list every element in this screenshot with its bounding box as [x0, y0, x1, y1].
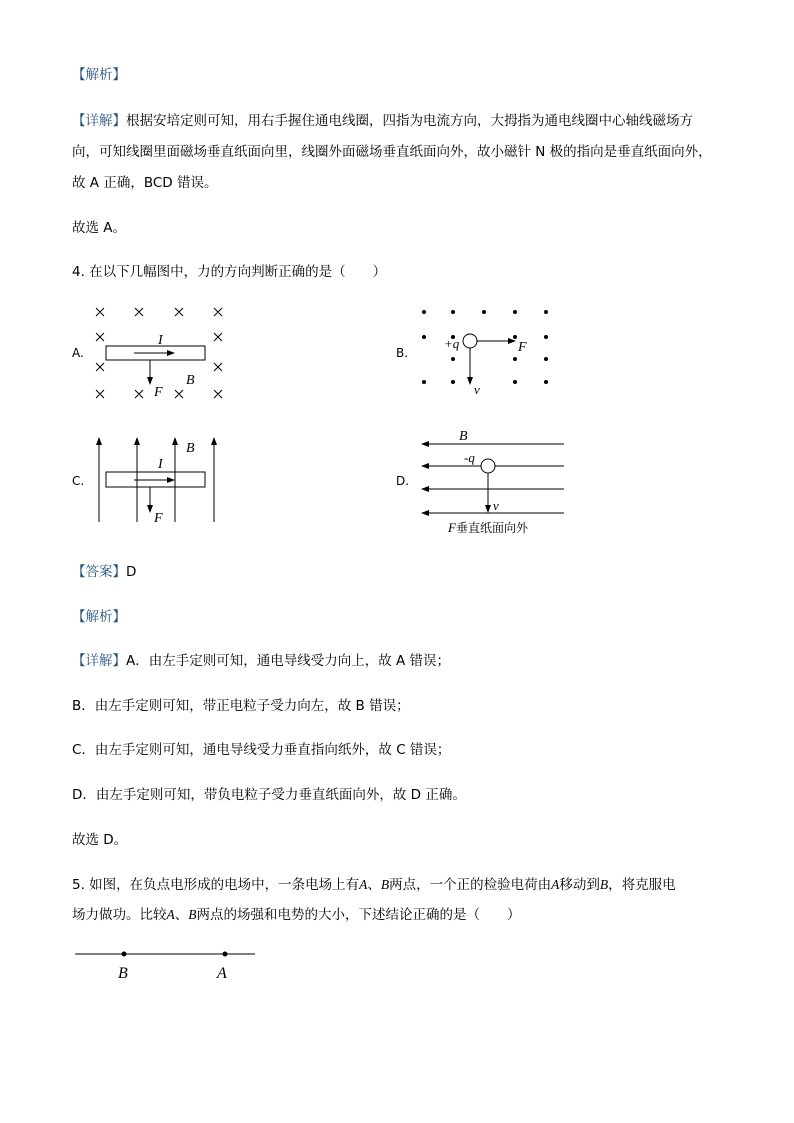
choice-line: 故选 A。	[72, 220, 127, 236]
q5-var-b: B	[380, 877, 390, 892]
force-caption-f: F	[448, 520, 456, 535]
q4-choice: 故选 D。	[72, 832, 128, 848]
force-label: F	[518, 340, 527, 355]
current-label: I	[158, 457, 163, 472]
charge-label: +q	[444, 336, 460, 351]
option-c-label: C.	[72, 474, 85, 488]
point-b-label: B	[118, 965, 128, 982]
option-b-label: B.	[396, 346, 409, 360]
q5-line-1	[72, 869, 722, 901]
field-label: B	[186, 441, 195, 456]
figure-b	[414, 300, 564, 400]
velocity-label: v	[474, 382, 480, 397]
force-label: F	[154, 385, 163, 400]
point-a-dot	[223, 952, 228, 957]
q5-var-b: B	[188, 907, 197, 922]
q5-var-a: A	[166, 907, 175, 922]
field-label: B	[186, 373, 195, 388]
detail-b: B．由左手定则可知，带正电粒子受力向左，故 B 错误；	[72, 698, 410, 714]
figure-d	[414, 424, 574, 540]
detail-a-line	[72, 646, 722, 677]
charge-label: -q	[464, 450, 475, 465]
answer-value: D	[126, 564, 137, 580]
q5-text: 、	[174, 907, 189, 923]
q5-text: 两点，一个正的检验电荷由	[389, 877, 552, 893]
charge-circle	[481, 459, 495, 473]
xiangjie-text-1: 根据安培定则可知，用右手握住通电线圈，四指为电流方向，大拇指为通电线圈中心轴线磁场方	[126, 113, 693, 129]
velocity-label: v	[493, 498, 499, 513]
q5-text: 、	[367, 877, 381, 893]
q5-text: 两点的场强和电势的大小，下述结论正确的是（ ）	[196, 907, 521, 923]
point-a-label: A	[217, 965, 227, 982]
xiangjie-line-2: 向，可知线圈里面磁场垂直纸面向里，线圈外面磁场垂直纸面向外，故小磁针 N 极的指向是垂直纸面向外，	[72, 144, 712, 160]
figure-a	[88, 300, 238, 406]
force-label: F	[154, 511, 163, 526]
detail-tag: 【详解】	[72, 653, 126, 669]
q5-text: 移动到	[559, 877, 600, 893]
option-a-label: A.	[72, 346, 84, 360]
q4-stem: 4. 在以下几幅图中，力的方向判断正确的是（ ）	[72, 264, 387, 280]
detail-d: D．由左手定则可知，带负电粒子受力垂直纸面向外，故 D 正确。	[72, 787, 466, 803]
charge-circle	[463, 334, 477, 348]
force-caption	[447, 520, 529, 535]
q5-var-a: A	[551, 877, 560, 892]
q5-text: 5. 如图，在负点电形成的电场中，一条电场上有	[72, 877, 360, 893]
answer-line	[72, 557, 722, 588]
q5-text: ，将克服电	[608, 877, 676, 893]
detail-a: A．由左手定则可知，通电导线受力向上，故 A 错误；	[126, 653, 451, 669]
answer-tag: 【答案】	[72, 564, 126, 580]
q5-figure	[72, 943, 262, 988]
dot-field-marks	[422, 310, 548, 384]
detail-c: C．由左手定则可知，通电导线受力垂直指向纸外，故 C 错误；	[72, 742, 451, 758]
q4-jiexi-heading: 【解析】	[72, 609, 126, 625]
xiangjie-line-3: 故 A 正确，BCD 错误。	[72, 175, 218, 191]
force-caption-text: 垂直纸面向外	[455, 521, 528, 535]
q5-line-2	[72, 899, 722, 931]
field-label: B	[459, 429, 468, 444]
point-b-dot	[122, 952, 127, 957]
option-d-label: D.	[396, 474, 410, 488]
xiangjie-line-1	[72, 106, 722, 137]
q5-text: 场力做功。比较	[72, 907, 167, 923]
jiexi-heading: 【解析】	[72, 67, 126, 83]
q5-var-b: B	[599, 877, 609, 892]
current-label: I	[158, 333, 163, 348]
figure-c	[88, 430, 228, 526]
xiangjie-tag: 【详解】	[72, 113, 126, 129]
q5-var-a: A	[359, 877, 368, 892]
